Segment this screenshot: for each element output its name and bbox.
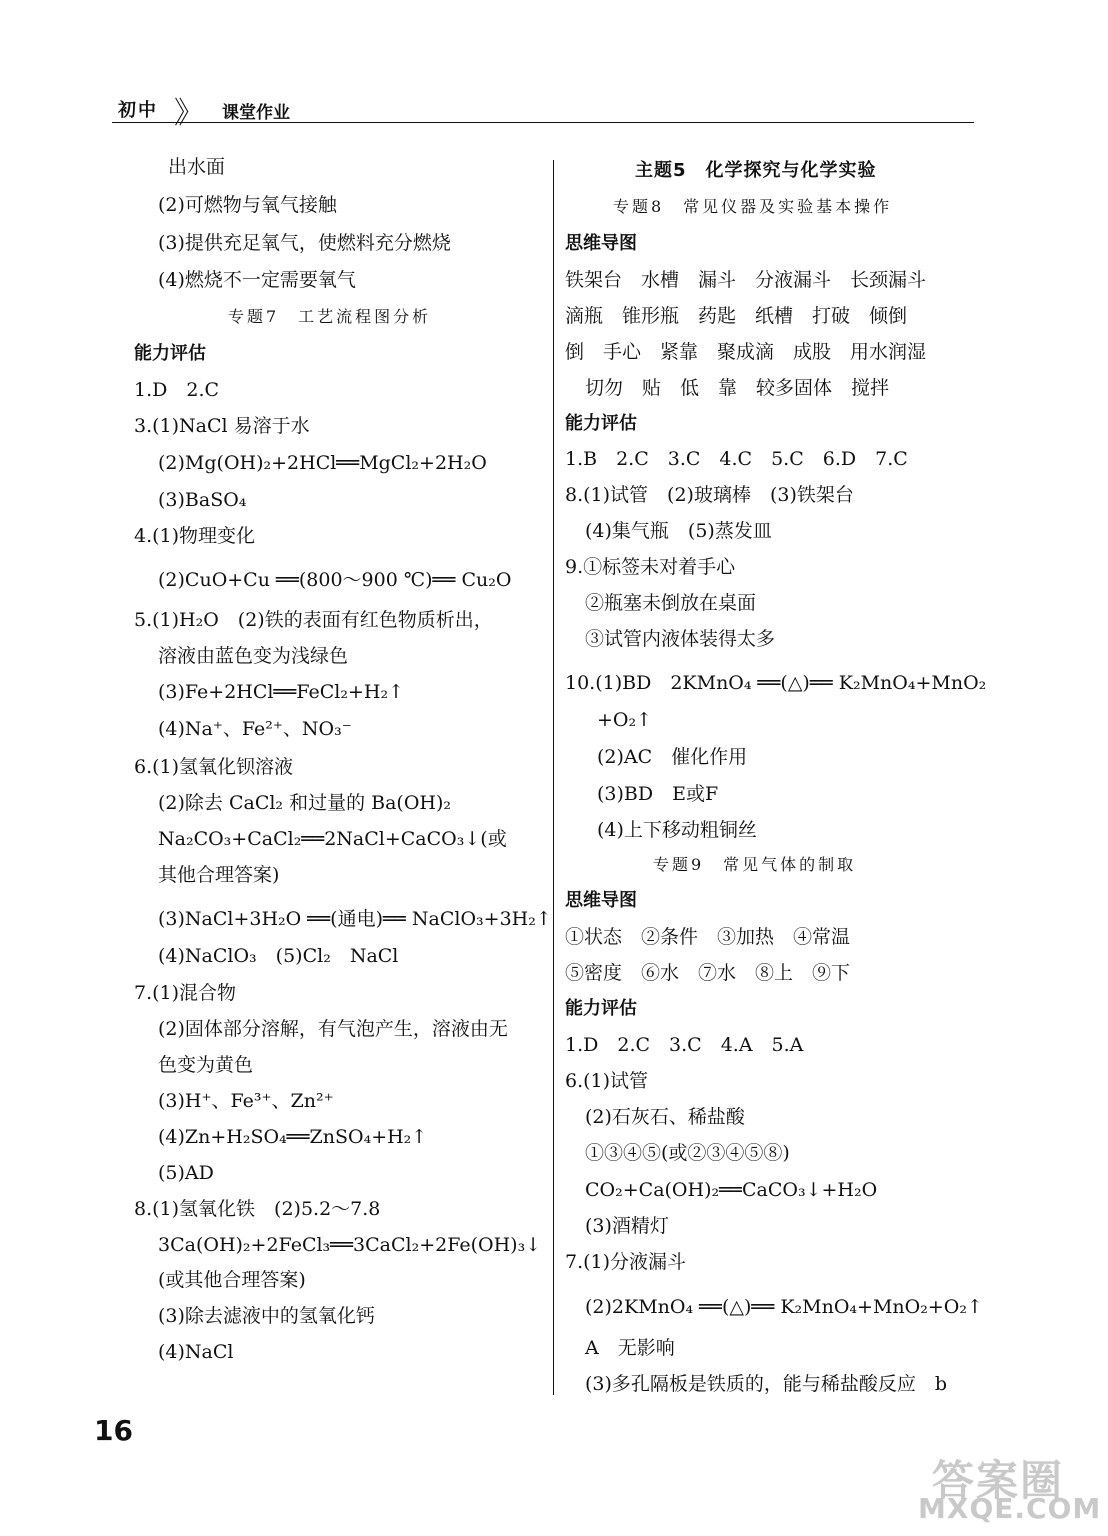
answer-line: (2)AC 催化作用 <box>597 746 748 768</box>
answer-line: (2)固体部分溶解，有气泡产生，溶液由无 <box>158 1018 508 1040</box>
answer-line: 3Ca(OH)₂+2FeCl₃══3CaCl₂+2Fe(OH)₃↓ <box>158 1234 542 1256</box>
topic-title: 主题5 化学探究与化学实验 <box>635 160 877 181</box>
answer-line: 8.(1)氢氧化铁 (2)5.2～7.8 <box>134 1198 381 1220</box>
answer-line: (2)除去 CaCl₂ 和过量的 Ba(OH)₂ <box>158 792 452 814</box>
watermark-logo <box>916 1448 1102 1528</box>
watermark-url: MXQE.COM <box>918 1492 1102 1525</box>
answer-line: (4)NaClO₃ (5)Cl₂ NaCl <box>158 945 399 967</box>
answer-line: 4.(1)物理变化 <box>134 525 256 547</box>
answer-line: (或其他合理答案) <box>158 1269 306 1291</box>
double-chevron-icon: 》 <box>174 96 194 131</box>
answer-line: 3.(1)NaCl 易溶于水 <box>134 415 310 437</box>
answer-line: ⑤密度 ⑥水 ⑦水 ⑧上 ⑨下 <box>565 962 851 984</box>
answer-line: 8.(1)试管 (2)玻璃棒 (3)铁架台 <box>565 484 854 506</box>
answer-line: 溶液由蓝色变为浅绿色 <box>158 645 349 667</box>
answer-line: (4)Na⁺、Fe²⁺、NO₃⁻ <box>158 718 352 740</box>
answer-line: (4)集气瓶 (5)蒸发皿 <box>585 520 772 542</box>
answer-line: (3)NaCl+3H₂O ══(通电)══ NaClO₃+3H₂↑ <box>158 908 552 930</box>
answer-line: (3)多孔隔板是铁质的，能与稀盐酸反应 b <box>585 1373 948 1395</box>
answer-line: 10.(1)BD 2KMnO₄ ══(△)══ K₂MnO₄+MnO₂ <box>565 672 987 694</box>
answer-line: (3)酒精灯 <box>585 1215 669 1237</box>
answer-line: A 无影响 <box>585 1337 675 1359</box>
section-heading: 思维导图 <box>565 233 637 254</box>
section-heading: 能力评估 <box>134 343 206 364</box>
answer-line: (4)NaCl <box>158 1341 234 1363</box>
section-heading: 思维导图 <box>565 890 637 911</box>
answer-line: +O₂↑ <box>597 709 653 731</box>
section-title: 专题9 常见气体的制取 <box>653 855 857 874</box>
answer-line: (2)石灰石、稀盐酸 <box>585 1106 745 1128</box>
answer-line: ①③④⑤(或②③④⑤⑧) <box>585 1142 790 1164</box>
watermark-text: 答案圈 <box>932 1456 1065 1505</box>
answer-line: ③试管内液体装得太多 <box>585 628 776 650</box>
answer-line: (4)燃烧不一定需要氧气 <box>158 269 356 291</box>
answer-line: 出水面 <box>168 156 226 178</box>
section-title: 专题8 常见仪器及实验基本操作 <box>613 197 893 216</box>
answer-line: (2)可燃物与氧气接触 <box>158 194 337 216</box>
answer-line: ②瓶塞未倒放在桌面 <box>585 592 757 614</box>
page-header <box>112 96 974 131</box>
answer-line: (4)Zn+H₂SO₄══ZnSO₄+H₂↑ <box>158 1126 428 1148</box>
answer-line: 其他合理答案) <box>158 864 280 886</box>
answer-line: 铁架台 水槽 漏斗 分液漏斗 长颈漏斗 <box>565 269 927 291</box>
answer-line: 1.D 2.C 3.C 4.A 5.A <box>565 1034 804 1056</box>
header-rule <box>112 122 974 123</box>
answer-line: (2)Mg(OH)₂+2HCl══MgCl₂+2H₂O <box>158 452 487 474</box>
answer-line: 7.(1)混合物 <box>134 982 237 1004</box>
grade-label: 初中 <box>118 100 158 121</box>
answer-line: Na₂CO₃+CaCl₂══2NaCl+CaCO₃↓(或 <box>158 828 507 850</box>
section-heading: 能力评估 <box>565 998 637 1019</box>
answer-line: 滴瓶 锥形瓶 药匙 纸槽 打破 倾倒 <box>565 305 908 327</box>
answer-line: 7.(1)分液漏斗 <box>565 1251 687 1273</box>
answer-line: 5.(1)H₂O (2)铁的表面有红色物质析出， <box>134 609 493 631</box>
answer-line: (3)提供充足氧气，使燃料充分燃烧 <box>158 232 451 254</box>
answer-line: (5)AD <box>158 1162 214 1184</box>
answer-line: (2)CuO+Cu ══(800～900 ℃)══ Cu₂O <box>158 569 512 591</box>
answer-line: (3)BaSO₄ <box>158 489 247 511</box>
page-number: 16 <box>94 1414 133 1447</box>
answer-line: 倒 手心 紧靠 聚成滴 成股 用水润湿 <box>565 341 927 363</box>
answer-line: (3)Fe+2HCl══FeCl₂+H₂↑ <box>158 681 405 703</box>
answer-line: (3)H⁺、Fe³⁺、Zn²⁺ <box>158 1090 334 1112</box>
answer-line: (3)除去滤液中的氢氧化钙 <box>158 1305 375 1327</box>
answer-line: 1.D 2.C <box>134 379 220 401</box>
answer-line: 切勿 贴 低 靠 较多固体 搅拌 <box>585 377 890 399</box>
answer-line: (4)上下移动粗铜丝 <box>597 819 757 841</box>
book-title: 课堂作业 <box>222 103 290 123</box>
answer-line: 色变为黄色 <box>158 1054 254 1076</box>
answer-line: CO₂+Ca(OH)₂══CaCO₃↓+H₂O <box>585 1179 878 1201</box>
answer-line: 9.①标签未对着手心 <box>565 556 736 578</box>
answer-line: 1.B 2.C 3.C 4.C 5.C 6.D 7.C <box>565 448 908 470</box>
section-title: 专题7 工艺流程图分析 <box>228 307 432 326</box>
answer-line: ①状态 ②条件 ③加热 ④常温 <box>565 926 851 948</box>
answer-line: 6.(1)试管 <box>565 1070 649 1092</box>
answer-line: 6.(1)氢氧化钡溶液 <box>134 756 294 778</box>
section-heading: 能力评估 <box>565 413 637 434</box>
answer-line: (3)BD E或F <box>597 783 719 805</box>
answer-line: (2)2KMnO₄ ══(△)══ K₂MnO₄+MnO₂+O₂↑ <box>585 1296 983 1318</box>
column-divider <box>553 160 554 1395</box>
